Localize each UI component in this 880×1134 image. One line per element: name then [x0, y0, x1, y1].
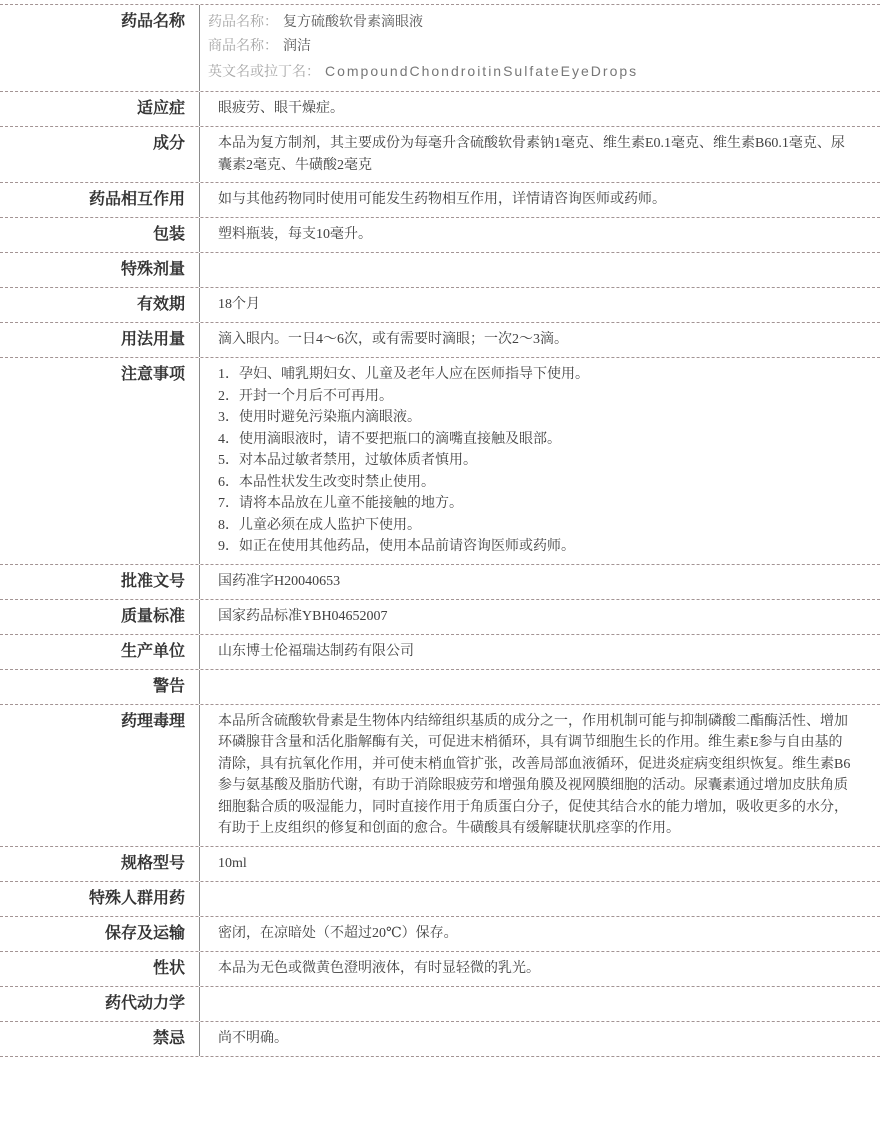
row-content — [200, 635, 880, 669]
field-value: 润洁 — [283, 39, 311, 54]
row-label: 特殊剂量 — [0, 253, 200, 287]
row-text: 眼疲劳、眼干燥症。 — [218, 101, 344, 116]
row-content — [200, 952, 880, 986]
name-line — [208, 35, 854, 59]
row-content — [200, 847, 880, 881]
drug-info-table — [0, 4, 880, 1057]
table-row — [0, 882, 880, 917]
row-content — [200, 183, 880, 217]
row-text: 尚不明确。 — [218, 1030, 288, 1046]
row-text: 18个月 — [218, 297, 260, 312]
row-text: 10ml — [218, 855, 247, 871]
table-row — [0, 323, 880, 358]
table-row — [0, 670, 880, 705]
row-content — [200, 323, 880, 357]
row-text: 本品为复方制剂，其主要成份为每毫升含硫酸软骨素钠1毫克、维生素E0.1毫克、维生素B60.1毫克、尿囊素2毫克、牛磺酸2毫克 — [218, 136, 845, 173]
table-row — [0, 565, 880, 600]
row-label: 质量标准 — [0, 600, 200, 634]
row-text: 本品所含硫酸软骨素是生物体内结缔组织基质的成分之一，作用机制可能与抑制磷酸二酯酶活性、增加环磷腺苷含量和活化脂解酶有关，可促进末梢循环，具有调节细胞生长的作用。维生素E参与自由基的清除，具有抗氧化作用，并可使末梢血管扩张，改善局部血液循环，促进炎症病变组织恢复。维生素B6参与氨基酸及脂肪代谢，有助于消除眼疲劳和增强角膜及视网膜细胞的活动。尿囊素通过增加皮肤角质细胞黏合质的吸湿能力，同时直接作用于角质蛋白分子，促使其结合水的能力增加，吸收更多的水分，有助于上皮组织的修复和创面的愈合。牛磺酸具有缓解睫状肌痉挛的作用。 — [218, 713, 851, 836]
row-label: 药代动力学 — [0, 987, 200, 1021]
row-content — [200, 1022, 880, 1056]
table-row — [0, 183, 880, 218]
table-row — [0, 1022, 880, 1057]
table-row — [0, 358, 880, 565]
row-label: 保存及运输 — [0, 917, 200, 951]
row-label: 药理毒理 — [0, 705, 200, 846]
table-row — [0, 705, 880, 847]
row-content — [200, 882, 880, 916]
list-item: 4．使用滴眼液时，请不要把瓶口的滴嘴直接触及眼部。 — [218, 431, 561, 447]
row-label: 药品名称 — [0, 5, 200, 91]
table-row — [0, 847, 880, 882]
field-label: 商品名称： — [208, 39, 278, 54]
row-text: 国家药品标准YBH04652007 — [218, 608, 388, 624]
row-content — [200, 5, 880, 91]
field-label: 英文名或拉丁名： — [208, 65, 320, 80]
row-label: 生产单位 — [0, 635, 200, 669]
row-text: 密闭，在凉暗处（不超过20℃）保存。 — [218, 925, 458, 941]
row-text: 如与其他药物同时使用可能发生药物相互作用，详情请咨询医师或药师。 — [218, 192, 666, 207]
table-row — [0, 92, 880, 127]
name-line — [208, 59, 854, 85]
row-content — [200, 253, 880, 287]
row-content — [200, 565, 880, 599]
row-label: 适应症 — [0, 92, 200, 126]
field-value: 复方硫酸软骨素滴眼液 — [283, 15, 423, 30]
row-label: 禁忌 — [0, 1022, 200, 1056]
row-label: 规格型号 — [0, 847, 200, 881]
table-row — [0, 952, 880, 987]
table-row — [0, 635, 880, 670]
row-content — [200, 987, 880, 1021]
row-content — [200, 600, 880, 634]
row-content — [200, 705, 880, 846]
row-label: 特殊人群用药 — [0, 882, 200, 916]
table-row — [0, 253, 880, 288]
row-label: 药品相互作用 — [0, 183, 200, 217]
row-text: 国药准字H20040653 — [218, 573, 341, 589]
row-text: 滴入眼内。一日4～6次，或有需要时滴眼；一次2～3滴。 — [218, 332, 568, 347]
list-item: 3．使用时避免污染瓶内滴眼液。 — [218, 410, 421, 425]
table-row — [0, 600, 880, 635]
row-label: 包装 — [0, 218, 200, 252]
table-row — [0, 288, 880, 323]
name-line — [208, 11, 854, 35]
row-label: 有效期 — [0, 288, 200, 322]
list-item: 8．儿童必须在成人监护下使用。 — [218, 517, 421, 533]
row-label: 注意事项 — [0, 358, 200, 564]
list-item: 6．本品性状发生改变时禁止使用。 — [218, 474, 435, 490]
row-content — [200, 288, 880, 322]
row-text: 本品为无色或微黄色澄明液体，有时显轻微的乳光。 — [218, 960, 540, 976]
row-content — [200, 218, 880, 252]
table-row — [0, 987, 880, 1022]
row-content — [200, 917, 880, 951]
table-row — [0, 127, 880, 183]
row-content — [200, 670, 880, 704]
row-text: 塑料瓶装，每支10毫升。 — [218, 227, 372, 242]
row-label: 性状 — [0, 952, 200, 986]
table-row — [0, 5, 880, 92]
drug-info-page — [0, 4, 880, 1057]
row-label: 批准文号 — [0, 565, 200, 599]
row-label: 警告 — [0, 670, 200, 704]
row-content — [200, 92, 880, 126]
table-row — [0, 218, 880, 253]
table-row — [0, 917, 880, 952]
row-label: 成分 — [0, 127, 200, 182]
list-item: 5．对本品过敏者禁用，过敏体质者慎用。 — [218, 453, 477, 468]
row-content — [200, 358, 880, 564]
field-value: CompoundChondroitinSulfateEyeDrops — [325, 63, 639, 79]
list-item: 1．孕妇、哺乳期妇女、儿童及老年人应在医师指导下使用。 — [218, 367, 589, 382]
list-item: 9．如正在使用其他药品，使用本品前请咨询医师或药师。 — [218, 539, 575, 554]
list-item: 2．开封一个月后不可再用。 — [218, 388, 393, 404]
field-label: 药品名称： — [208, 15, 278, 30]
row-label: 用法用量 — [0, 323, 200, 357]
list-item: 7．请将本品放在儿童不能接触的地方。 — [218, 496, 463, 511]
row-content — [200, 127, 880, 182]
row-text: 山东博士伦福瑞达制药有限公司 — [218, 643, 414, 659]
